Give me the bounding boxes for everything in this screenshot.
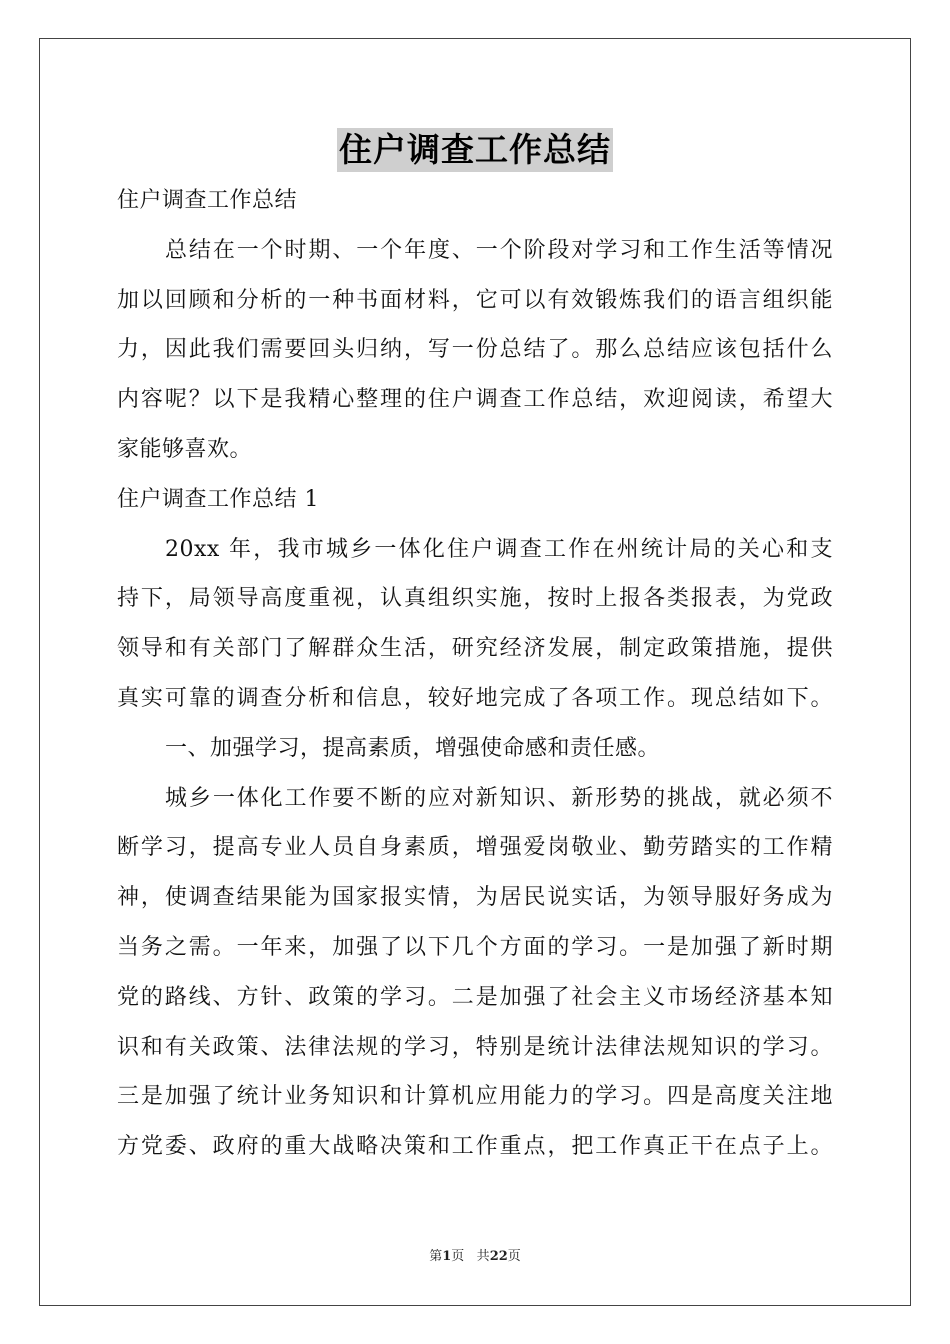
document-body bbox=[117, 176, 833, 1172]
text-line: 总结在一个时期、一个年度、一个阶段对学习和工作生活等情况 bbox=[165, 237, 833, 263]
total-pages: 22 bbox=[489, 1249, 508, 1264]
page-footer bbox=[0, 1248, 950, 1266]
page-label-prefix: 第 bbox=[429, 1249, 443, 1264]
text-line: 一、加强学习，提高素质，增强使命感和责任感。 bbox=[165, 735, 661, 761]
total-label-prefix: 共 bbox=[476, 1249, 490, 1264]
text-line: 方党委、政府的重大战略决策和工作重点，把工作真正干在点子上。 bbox=[117, 1134, 833, 1160]
text-line: 领导和有关部门了解群众生活，研究经济发展，制定政策措施，提供 bbox=[117, 636, 833, 662]
text-line: 住户调查工作总结 bbox=[117, 188, 298, 213]
document-title: 住户调查工作总结 bbox=[337, 128, 613, 172]
text-line: 断学习，提高专业人员自身素质，增强爱岗敬业、勤劳踏实的工作精 bbox=[117, 835, 833, 861]
text-line: 家能够喜欢。 bbox=[117, 436, 253, 462]
text-line: 住户调查工作总结 1 bbox=[117, 486, 319, 512]
text-line: 当务之需。一年来，加强了以下几个方面的学习。一是加强了新时期 bbox=[117, 934, 833, 960]
text-line: 真实可靠的调查分析和信息，较好地完成了各项工作。现总结如下。 bbox=[117, 685, 833, 711]
title-container bbox=[0, 128, 950, 172]
total-label-suffix: 页 bbox=[507, 1249, 521, 1264]
text-line: 神，使调查结果能为国家报实情，为居民说实话，为领导服好务成为 bbox=[117, 885, 833, 911]
text-line: 三是加强了统计业务知识和计算机应用能力的学习。四是高度关注地 bbox=[117, 1084, 833, 1110]
text-line: 力，因此我们需要回头归纳，写一份总结了。那么总结应该包括什么 bbox=[117, 337, 833, 363]
text-line: 20xx 年，我市城乡一体化住户调查工作在州统计局的关心和支 bbox=[165, 536, 833, 562]
text-line: 加以回顾和分析的一种书面材料，它可以有效锻炼我们的语言组织能 bbox=[117, 287, 833, 313]
page-number: 1 bbox=[442, 1249, 452, 1264]
text-line: 识和有关政策、法律法规的学习，特别是统计法律法规知识的学习。 bbox=[117, 1034, 833, 1060]
text-line: 城乡一体化工作要不断的应对新知识、新形势的挑战，就必须不 bbox=[165, 785, 833, 811]
text-line: 持下，局领导高度重视，认真组织实施，按时上报各类报表，为党政 bbox=[117, 586, 833, 612]
page-label-suffix: 页 bbox=[451, 1249, 465, 1264]
text-line: 内容呢？以下是我精心整理的住户调查工作总结，欢迎阅读，希望大 bbox=[117, 387, 833, 413]
text-line: 党的路线、方针、政策的学习。二是加强了社会主义市场经济基本知 bbox=[117, 984, 833, 1010]
